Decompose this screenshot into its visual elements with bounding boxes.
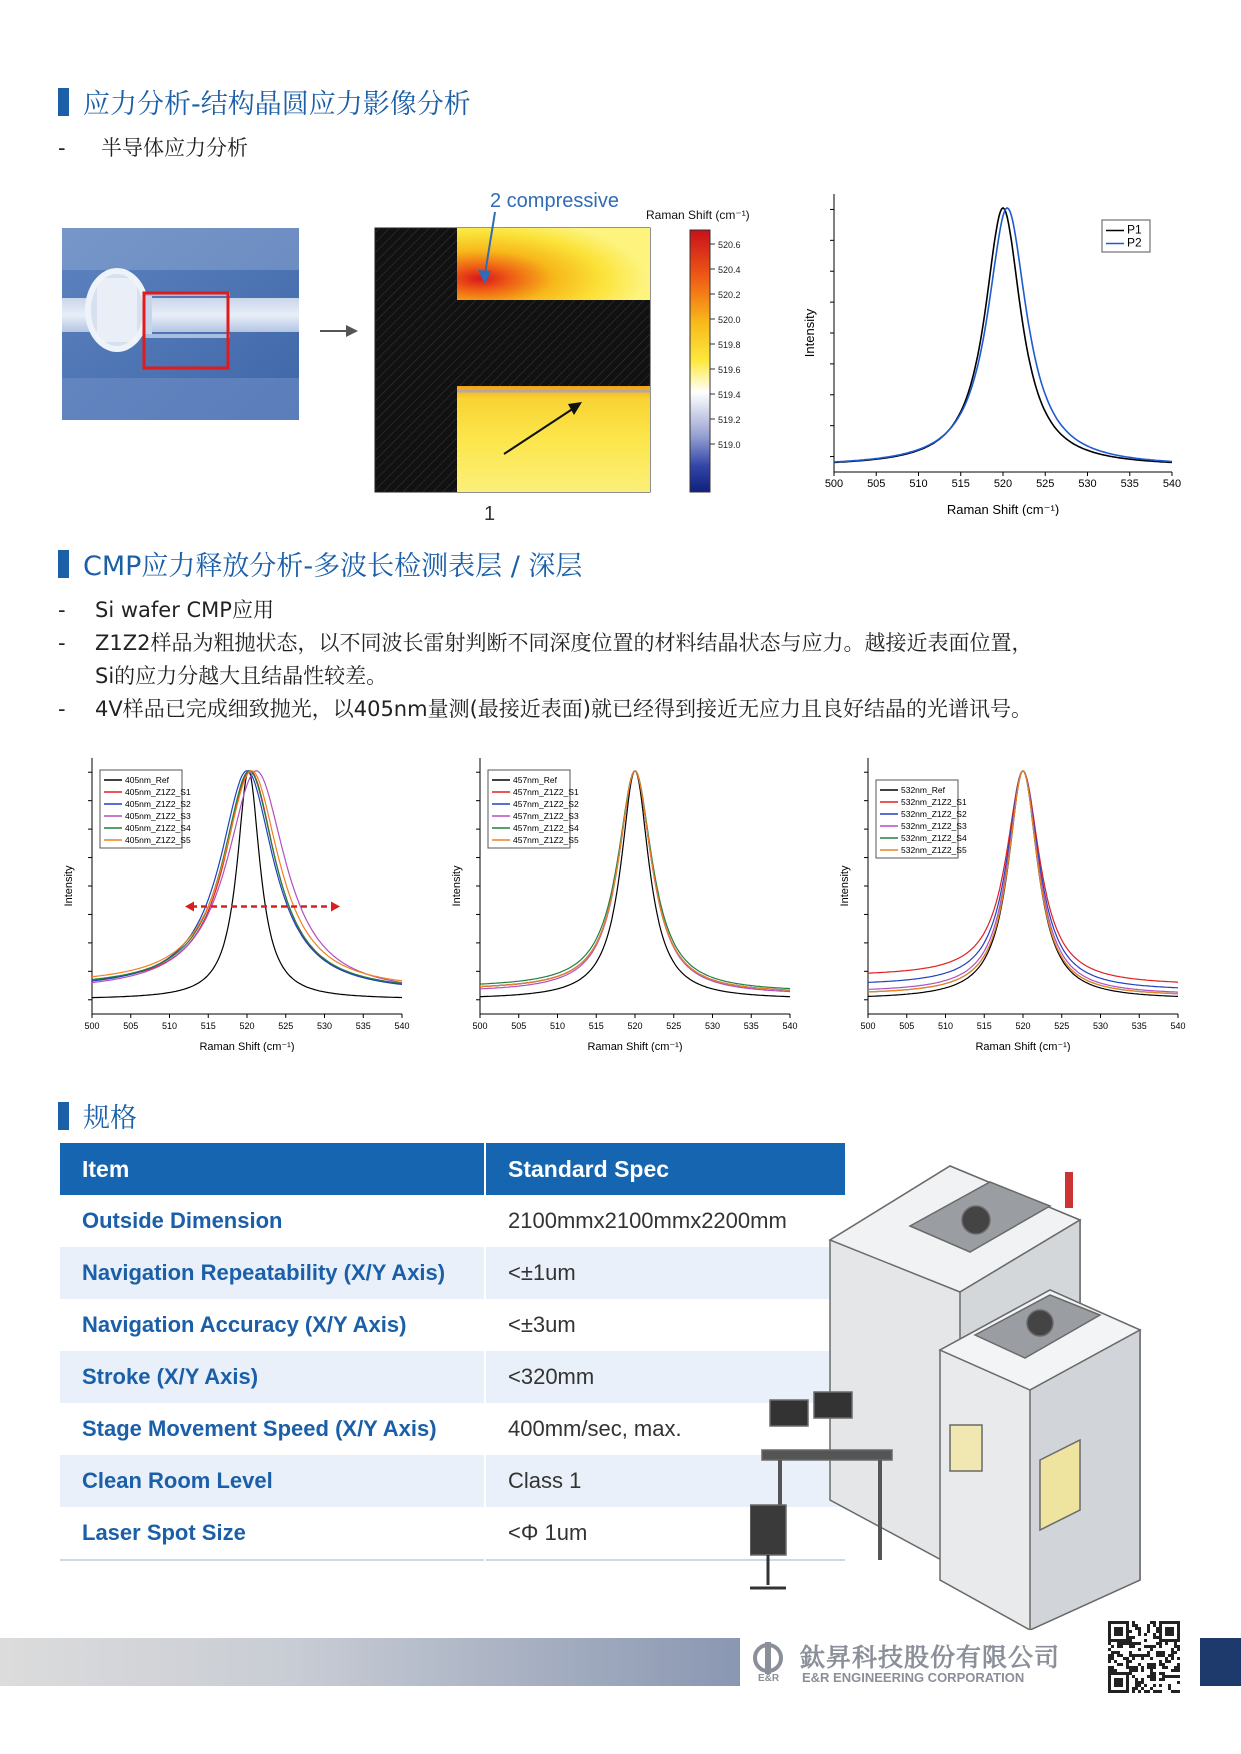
legend-label: 457nm_Z1Z2_S4 <box>513 823 579 833</box>
table-row: Outside Dimension 2100mmx2100mmx2200mm <box>60 1195 845 1247</box>
x-tick-label: 535 <box>355 1021 371 1031</box>
footer-band <box>0 1638 740 1686</box>
wafer-microscope-image <box>62 228 299 420</box>
x-tick-label: 525 <box>1036 478 1055 490</box>
colorbar-tick-label: 520.2 <box>718 290 741 300</box>
bullet-list-cmp <box>58 594 1033 726</box>
x-tick-label: 530 <box>704 1021 721 1031</box>
machine-illustration <box>750 1160 1200 1630</box>
legend-label: 532nm_Z1Z2_S2 <box>901 809 967 819</box>
section-title-cmp <box>58 544 582 583</box>
y-axis-label: Intensity <box>451 865 463 907</box>
x-tick-label: 515 <box>951 478 970 490</box>
table-row: Clean Room Level Class 1 <box>60 1455 845 1507</box>
raman-chart-405nm <box>50 752 410 1052</box>
x-tick-label: 500 <box>860 1021 876 1031</box>
legend-label: 532nm_Z1Z2_S4 <box>901 833 967 843</box>
colorbar <box>690 230 710 492</box>
company-name-cn: 鈦昇科技股份有限公司 <box>800 1643 1061 1672</box>
legend-label: P1 <box>1127 222 1142 237</box>
colorbar-tick-label: 519.2 <box>718 415 741 425</box>
x-tick-label: 540 <box>782 1021 798 1031</box>
x-tick-label: 530 <box>1092 1021 1109 1031</box>
legend-label: 457nm_Ref <box>513 775 557 785</box>
section-title-text: 规格 <box>83 1103 137 1134</box>
legend-box <box>1102 220 1150 252</box>
callout-compressive: 2 compressive <box>490 190 619 212</box>
legend-label: 405nm_Z1Z2_S5 <box>125 835 191 845</box>
legend-label: 405nm_Z1Z2_S4 <box>125 823 191 833</box>
legend-label: 532nm_Z1Z2_S1 <box>901 797 967 807</box>
callout-1: 1 <box>484 503 496 522</box>
table-row: Stroke (X/Y Axis) <320mm <box>60 1351 845 1403</box>
arrow-head-left <box>185 901 194 911</box>
x-tick-label: 540 <box>1170 1021 1186 1031</box>
x-tick-label: 520 <box>239 1021 255 1031</box>
colorbar-ticks <box>710 240 741 450</box>
legend-label: 532nm_Z1Z2_S3 <box>901 821 967 831</box>
legend-label: 457nm_Z1Z2_S3 <box>513 811 579 821</box>
raman-chart-457nm <box>438 752 798 1052</box>
y-axis-label: Intensity <box>802 308 817 358</box>
section-marker <box>58 1102 69 1130</box>
footer-accent-block <box>1200 1638 1241 1686</box>
table-row: Laser Spot Size <Φ 1um <box>60 1507 845 1560</box>
x-tick-label: 540 <box>1162 478 1182 490</box>
legend-label: 405nm_Z1Z2_S1 <box>125 787 191 797</box>
x-tick-label: 535 <box>1131 1021 1147 1031</box>
x-tick-label: 535 <box>1120 478 1139 490</box>
colorbar-tick-label: 520.0 <box>718 315 741 325</box>
qr-code[interactable] <box>1108 1621 1180 1693</box>
x-axis-label: Raman Shift (cm⁻¹) <box>199 1041 295 1052</box>
x-tick-label: 525 <box>666 1021 682 1031</box>
legend-label: 457nm_Z1Z2_S2 <box>513 799 579 809</box>
spec-table-header <box>60 1143 845 1195</box>
x-axis-label: Raman Shift (cm⁻¹) <box>946 502 1060 516</box>
bullet-item: - Si wafer CMP应用 <box>58 598 274 622</box>
legend-label: 532nm_Z1Z2_S5 <box>901 845 967 855</box>
x-tick-label: 510 <box>161 1021 178 1031</box>
section-title-stress <box>58 82 471 121</box>
x-axis-label: Raman Shift (cm⁻¹) <box>975 1041 1071 1052</box>
x-tick-label: 515 <box>200 1021 216 1031</box>
x-tick-label: 505 <box>123 1021 139 1031</box>
section-title-spec <box>58 1096 137 1135</box>
bullet-item: - 4V样品已完成细致抛光，以405nm量测(最接近表面)就已经得到接近无应力且良好结晶的光谱讯号。 <box>58 697 1032 721</box>
x-tick-label: 515 <box>588 1021 604 1031</box>
x-tick-label: 520 <box>993 478 1013 490</box>
legend-label: P2 <box>1127 235 1142 250</box>
bullet-item: - 半导体应力分析 <box>58 136 248 160</box>
x-tick-label: 515 <box>976 1021 992 1031</box>
x-tick-label: 530 <box>1078 478 1097 490</box>
x-tick-label: 525 <box>278 1021 294 1031</box>
company-abbr: E&R <box>758 1673 780 1684</box>
y-axis-label: Intensity <box>839 865 851 907</box>
colorbar-tick-label: 519.6 <box>718 365 741 375</box>
legend-label: 457nm_Z1Z2_S1 <box>513 787 579 797</box>
table-row: Navigation Repeatability (X/Y Axis) <±1um <box>60 1247 845 1299</box>
section-title-text: 应力分析-结构晶圆应力影像分析 <box>83 89 471 120</box>
bullet-item: Si的应力分越大且结晶性较差。 <box>95 664 388 688</box>
x-tick-label: 510 <box>937 1021 954 1031</box>
section-title-text: CMP应力释放分析-多波长检测表层 / 深层 <box>83 551 583 582</box>
colorbar-tick-label: 519.4 <box>718 390 741 400</box>
x-tick-label: 535 <box>743 1021 759 1031</box>
header-item: Item <box>60 1143 485 1195</box>
x-tick-label: 505 <box>867 478 886 490</box>
x-tick-label: 520 <box>1015 1021 1031 1031</box>
colorbar-tick-label: 520.4 <box>718 265 741 275</box>
x-tick-label: 510 <box>549 1021 566 1031</box>
bullet-item: - Z1Z2样品为粗抛状态，以不同波长雷射判断不同深度位置的材料结晶状态与应力。越接近表面位置， <box>58 631 1033 655</box>
x-tick-label: 505 <box>511 1021 527 1031</box>
colorbar-title: Raman Shift (cm⁻¹) <box>646 208 750 222</box>
x-axis-label: Raman Shift (cm⁻¹) <box>587 1041 683 1052</box>
x-tick-label: 500 <box>824 478 844 490</box>
legend-label: 405nm_Z1Z2_S2 <box>125 799 191 809</box>
right-arrow-icon <box>318 320 360 344</box>
arrow-head-right <box>331 901 340 911</box>
legend-label: 532nm_Ref <box>901 785 945 795</box>
spec-table <box>60 1143 845 1561</box>
x-tick-label: 540 <box>394 1021 410 1031</box>
section-marker <box>58 88 69 116</box>
section-marker <box>58 550 69 578</box>
x-tick-label: 520 <box>627 1021 643 1031</box>
legend-label: 405nm_Ref <box>125 775 169 785</box>
bullet-list-stress <box>58 132 248 165</box>
table-row: Stage Movement Speed (X/Y Axis) 400mm/sec, max. <box>60 1403 845 1455</box>
x-tick-label: 505 <box>899 1021 915 1031</box>
raman-chart-p1-p2 <box>792 186 1192 516</box>
legend-label: 405nm_Z1Z2_S3 <box>125 811 191 821</box>
y-axis-label: Intensity <box>63 865 75 907</box>
header-spec: Standard Spec <box>485 1143 845 1195</box>
colorbar-tick-label: 519.8 <box>718 340 741 350</box>
colorbar-tick-label: 519.0 <box>718 440 741 450</box>
raman-chart-532nm <box>826 752 1186 1052</box>
x-tick-label: 500 <box>84 1021 100 1031</box>
x-tick-label: 510 <box>909 478 928 490</box>
company-logo-icon <box>752 1642 784 1674</box>
x-tick-label: 525 <box>1054 1021 1070 1031</box>
stress-map <box>372 186 772 522</box>
legend-label: 457nm_Z1Z2_S5 <box>513 835 579 845</box>
x-tick-label: 530 <box>316 1021 333 1031</box>
x-tick-label: 500 <box>472 1021 488 1031</box>
table-row: Navigation Accuracy (X/Y Axis) <±3um <box>60 1299 845 1351</box>
company-name-en: E&R ENGINEERING CORPORATION <box>802 1670 1025 1685</box>
colorbar-tick-label: 520.6 <box>718 240 741 250</box>
